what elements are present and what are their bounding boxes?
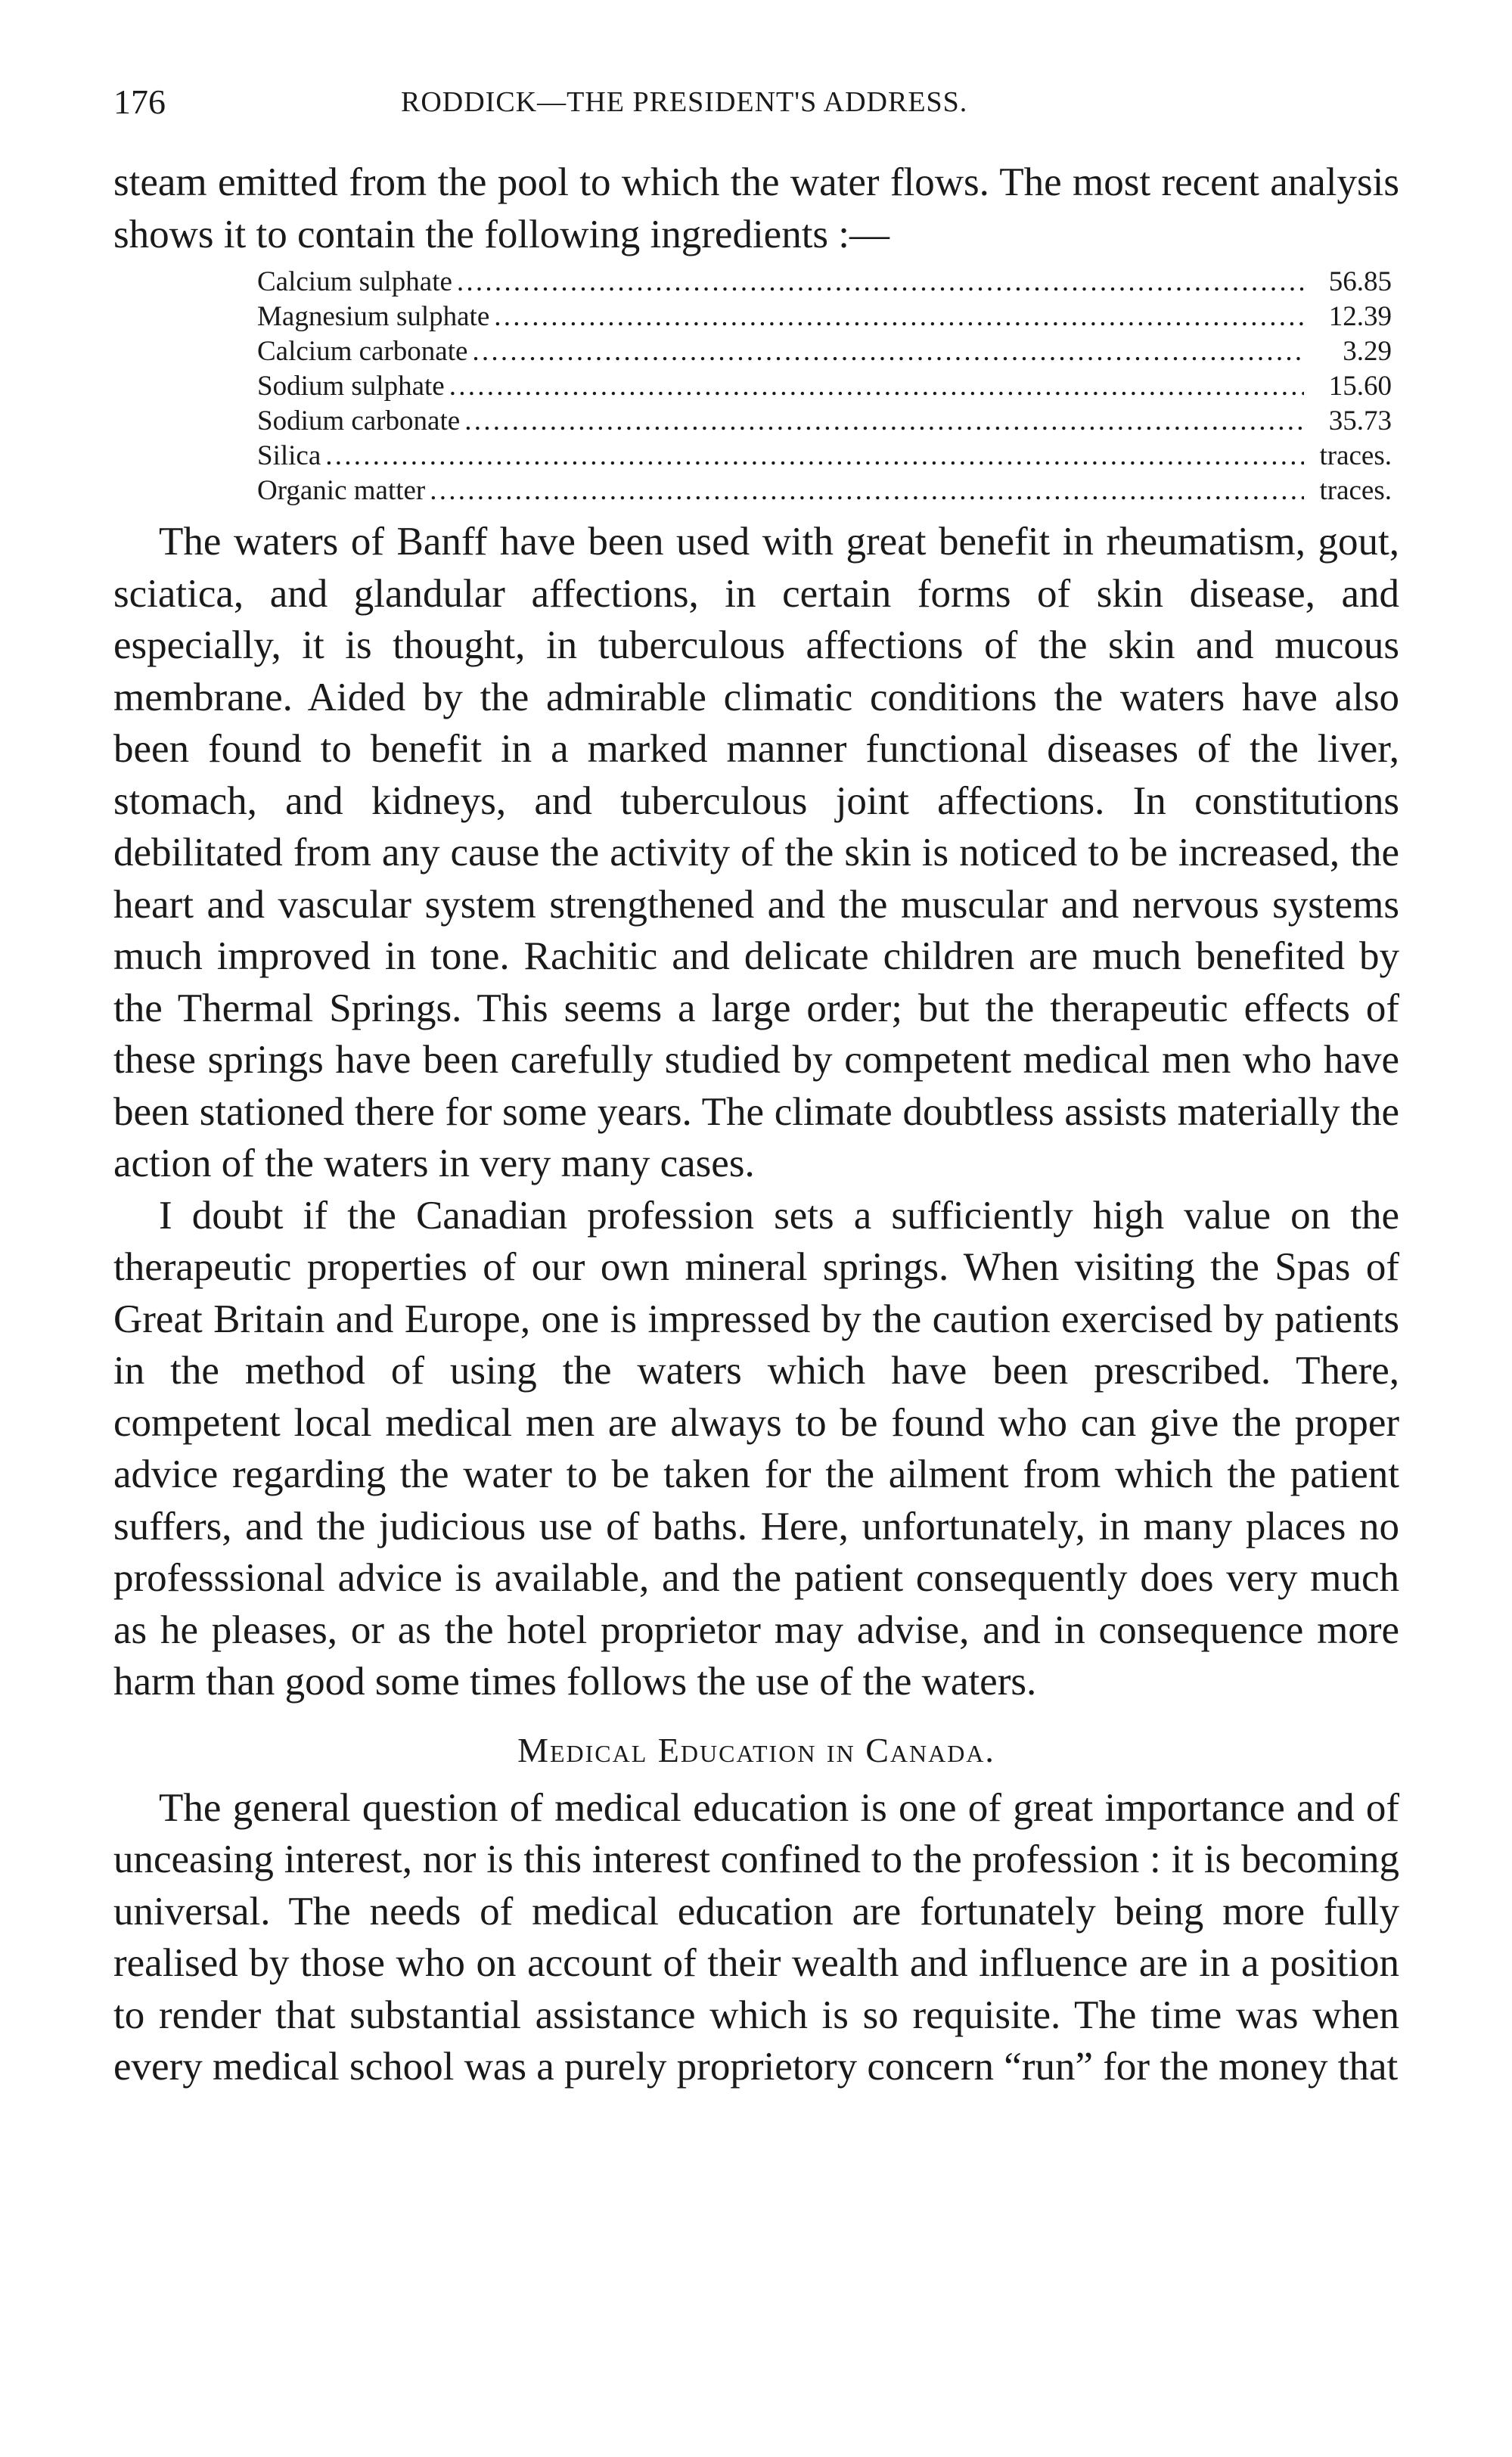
ingredient-row [257, 265, 1392, 300]
page-number: 176 [113, 82, 166, 121]
ingredient-name: Calcium sulphate [257, 266, 452, 297]
ingredient-name: Magnesium sulphate [257, 301, 490, 332]
ingredients-table [257, 265, 1392, 508]
running-header [113, 79, 1399, 125]
ingredient-amount: traces. [1319, 475, 1392, 506]
leader-dots [457, 265, 1304, 300]
ingredient-row [257, 369, 1392, 404]
body-paragraph-canadian-springs: I doubt if the Canadian profession sets a sufficiently high value on the therapeutic properties of our own mineral springs. When visiting the Spas of Great Britain and Europe, one is impressed by the caution exercised by patients in the method of using the waters which have been prescribed. There, competent local medical men are always to be found who can give the proper advice regarding the water to be taken for the ailment from which the patient suffers, and the judicious use of baths. Here, unfortunately, in many places no professsional advice is available, and the patient consequently does very much as he pleases, or as the hotel proprietor may advise, and in consequence more harm than good some times follows the use of the waters. [113, 1193, 1399, 1704]
ingredient-amount: 3.29 [1343, 336, 1392, 367]
ingredient-name: Silica [257, 440, 321, 471]
leader-dots [449, 369, 1304, 404]
body-paragraph-banff: The waters of Banff have been used with great benefit in rheumatism, gout, sciatica, and glandular affections, in certain forms of skin disease, and especially, it is thought, in tuberculous affections of the skin and mucous membrane. Aided by the admirable climatic conditions the waters have also been found to benefit in a marked manner functional diseases of the liver, stomach, and kidneys, and tuberculous joint affections. In constitutions debilitated from any cause the activity of the skin is noticed to be increased, the heart and vascular system strengthened and the muscular and nervous systems much improved in tone. Rachitic and delicate children are much benefited by the Thermal Springs. This seems a large order; but the therapeutic effects of these springs have been carefully studied by competent medical men who have been stationed there for some years. The climate doubtless assists materially the action of the waters in very many cases. [113, 520, 1399, 1185]
ingredient-amount: 15.60 [1328, 371, 1392, 402]
section-heading: Medical Education in Canada. [517, 1730, 995, 1769]
ingredient-name: Organic matter [257, 475, 426, 506]
leader-dots [430, 474, 1304, 508]
leader-dots [472, 334, 1304, 369]
ingredient-amount: traces. [1319, 440, 1392, 471]
ingredient-name: Sodium sulphate [257, 371, 445, 402]
ingredient-name: Sodium carbonate [257, 405, 461, 436]
intro-paragraph: steam emitted from the pool to which the water flows. The most recent analysis shows it to contain the following ingredients :— [113, 160, 1399, 256]
book-page [113, 79, 1399, 2093]
ingredient-amount: 12.39 [1328, 301, 1392, 332]
leader-dots [325, 439, 1304, 474]
ingredient-amount: 35.73 [1328, 405, 1392, 436]
running-title: RODDICK—THE PRESIDENT'S ADDRESS. [401, 86, 968, 118]
ingredient-row [257, 474, 1392, 508]
leader-dots [464, 404, 1304, 439]
ingredient-row [257, 404, 1392, 439]
ingredient-row [257, 300, 1392, 334]
ingredient-amount: 56.85 [1328, 266, 1392, 297]
body-paragraph-medical-education: The general question of medical education is one of great importance and of unceasing interest, nor is this interest confined to the profession : it is becoming universal. The needs of medical education are fortunately being more fully realised by those who on account of their wealth and influence are in a position to render that substantial assistance which is so requisite. The time was when every medical school was a purely proprietory concern “run” for the money that [113, 1785, 1399, 2089]
leader-dots [494, 300, 1304, 334]
ingredient-name: Calcium carbonate [257, 336, 468, 367]
ingredient-row [257, 439, 1392, 474]
ingredient-row [257, 334, 1392, 369]
